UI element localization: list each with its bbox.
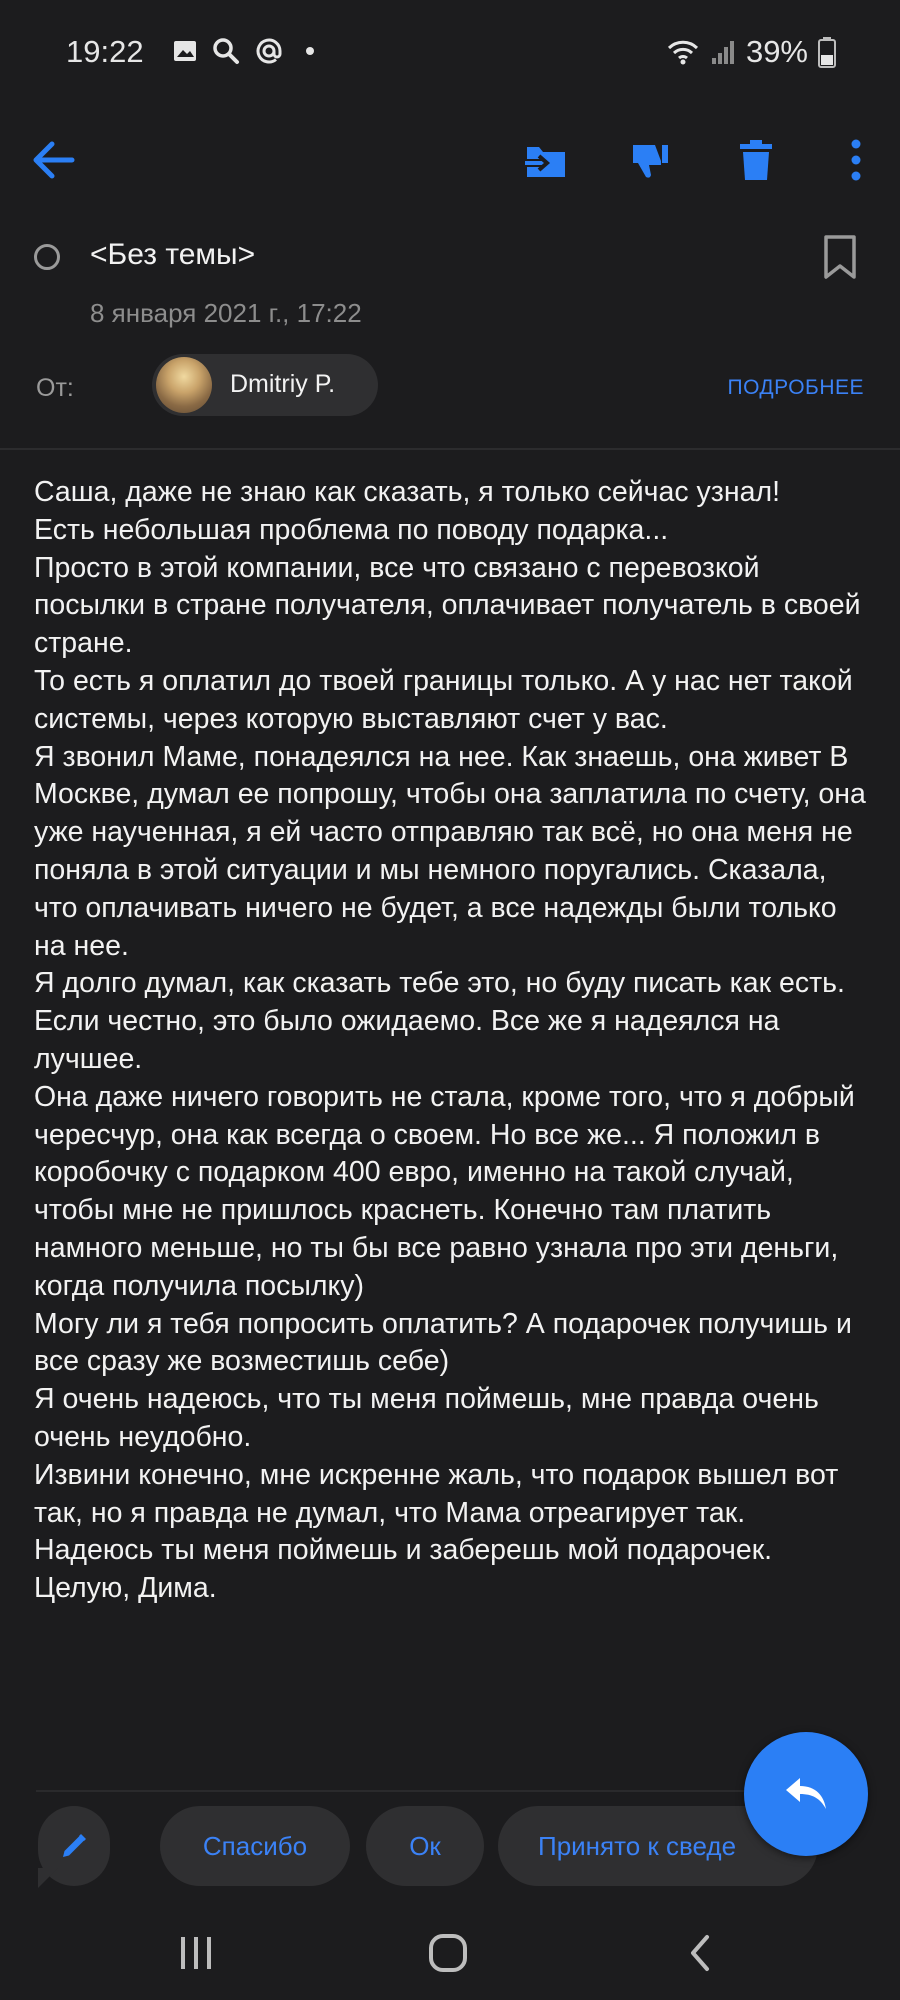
body-line: Она даже ничего говорить не стала, кроме того, что я добрый чересчур, она как всегда о своем. Но все же... Я положил в коробочку с подарком 400 евро, именно на такой случай, чтобы мне не пришлось краснеть. Конечно там платить намного меньше, но ты бы все равно узнала про эти деньги, когда получила посылку) — [34, 1080, 855, 1302]
spam-thumbs-down-icon[interactable] — [624, 134, 676, 186]
body-line: Я очень надеюсь, что ты меня поймешь, мне правда очень очень неудобно. — [34, 1383, 819, 1453]
quick-reply-ok[interactable]: Ок — [366, 1806, 484, 1886]
from-label: От: — [36, 374, 74, 402]
signal-icon — [710, 38, 736, 66]
at-icon — [254, 36, 284, 66]
sender-chip[interactable] — [152, 354, 378, 416]
back-icon[interactable] — [670, 1928, 730, 1978]
body-line: Извини конечно, мне искренне жаль, что подарок вышел вот так, но я правда не думал, что Мама отреагирует так. — [34, 1458, 839, 1529]
battery-icon — [818, 36, 836, 68]
search-icon — [212, 37, 240, 65]
reply-icon — [784, 1776, 828, 1812]
quick-reply-divider — [36, 1790, 864, 1792]
details-link[interactable]: ПОДРОБНЕЕ — [727, 376, 864, 399]
more-vert-icon[interactable] — [830, 134, 882, 186]
move-to-folder-icon[interactable] — [520, 134, 572, 186]
body-line: Целую, Дима. — [34, 1572, 217, 1605]
email-date: 8 января 2021 г., 17:22 — [90, 298, 362, 328]
chip-tail-icon — [38, 1868, 60, 1888]
body-line: Саша, даже не знаю как сказать, я только сейчас узнал! — [34, 476, 780, 508]
avatar — [156, 357, 212, 413]
header-divider — [0, 448, 900, 450]
status-system-icons — [666, 34, 836, 70]
bookmark-icon[interactable] — [822, 234, 858, 285]
unread-toggle-icon[interactable] — [34, 244, 60, 270]
body-line: Я долго думал, как сказать тебе это, но буду писать как есть. Если честно, это было ожидаемо. Все же я надеялся на лучшее. — [34, 967, 845, 1075]
body-line: Просто в этой компании, все что связано с перевозкой посылки в стране получателя, оплачивает получатель в своей стране. — [34, 551, 861, 660]
trash-icon[interactable] — [730, 134, 782, 186]
pencil-icon — [59, 1831, 89, 1861]
system-nav-bar — [0, 1900, 900, 2000]
status-notification-icons — [172, 36, 322, 66]
body-line: Надеюсь ты меня поймешь и заберешь мой подарочек. — [34, 1534, 773, 1567]
quick-reply-noted[interactable]: Принято к сведе — [498, 1806, 818, 1886]
reply-fab-button[interactable] — [744, 1732, 868, 1856]
body-line: Могу ли я тебя попросить оплатить? А подарочек получишь и все сразу же возместишь себе) — [34, 1307, 852, 1378]
battery-percent: 39% — [745, 34, 808, 69]
quick-reply-thanks[interactable]: Спасибо — [160, 1806, 350, 1886]
back-arrow-icon[interactable] — [28, 134, 80, 186]
recent-apps-icon[interactable] — [166, 1928, 226, 1978]
body-line: То есть я оплатил до твоей границы только. А у нас нет такой системы, через которую выставляют счет у вас. — [34, 664, 853, 735]
wifi-icon — [666, 37, 700, 67]
home-icon[interactable] — [418, 1928, 478, 1978]
email-subject: <Без темы> — [90, 238, 256, 271]
body-line: Я звонил Маме, понадеялся на нее. Как знаешь, она живет В Москве, думал ее попрошу, чтобы она заплатила по счету, она уже наученная, я ей часто отправляю так всё, но она меня не поняла в этой ситуации и мы немного поругались. Сказала, что оплачивать ничего не будет, а все надежды были только на нее. — [34, 740, 866, 962]
email-body — [34, 474, 874, 1608]
body-line: Есть небольшая проблема по поводу подарка... — [34, 513, 669, 546]
sender-name: Dmitriy P. — [230, 370, 336, 398]
image-icon — [172, 38, 198, 64]
dot-icon — [298, 39, 322, 63]
status-time: 19:22 — [66, 34, 144, 69]
